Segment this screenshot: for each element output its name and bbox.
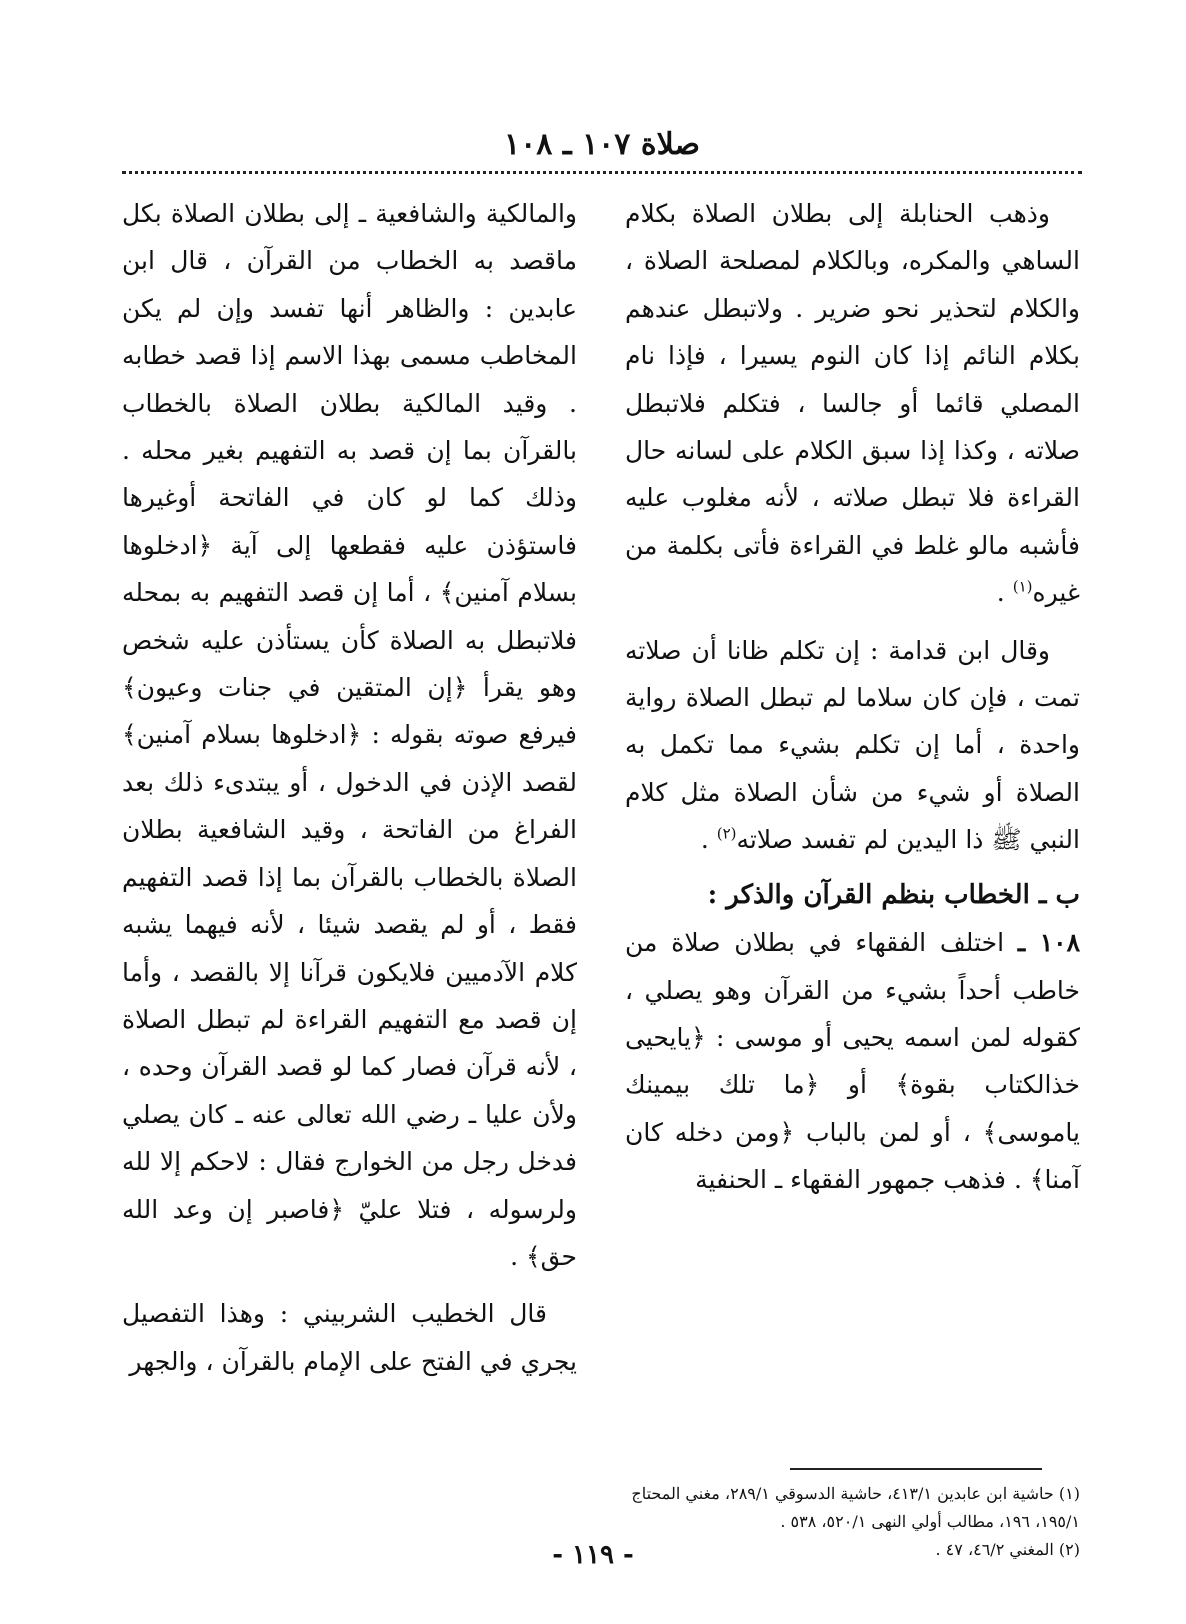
paragraph-text: اختلف الفقهاء في بطلان صلاة من خاطب أحداً بشيء من القرآن وهو يصلي ، كقوله لمن اسمه يحيى أو موسى : ﴿يايحيى خذالكتاب بقوة﴾ أو ﴿ما تلك بيمينك ياموسى﴾ ، أو لمن بالباب ﴿ومن دخله كان آمنا﴾ . فذهب جمهور الفقهاء ـ الحنفية bbox=[625, 928, 1080, 1195]
running-header bbox=[122, 112, 1082, 174]
paragraph-text: وقال ابن قدامة : إن تكلم ظانا أن صلاته تمت ، فإن كان سلاما لم تبطل الصلاة رواية واحدة ، أما إن تكلم بشيء مما تكمل به الصلاة أو شيء من شأن الصلاة مثل كلام النبي ﷺ ذا اليدين لم تفسد صلاته bbox=[625, 635, 1080, 855]
footnote-divider bbox=[790, 1468, 1042, 1470]
paragraph bbox=[625, 627, 1080, 864]
footnote-reference: (٢) bbox=[716, 824, 737, 843]
running-title: صلاة ١٠٧ ـ ١٠٨ bbox=[504, 127, 700, 162]
section-heading: ب ـ الخطاب بنظم القرآن والذكر : bbox=[707, 879, 1080, 910]
right-column bbox=[625, 190, 1080, 1204]
left-column bbox=[122, 190, 577, 1385]
footnote: (٢) المغني ٤٦/٢، ٤٧ . bbox=[935, 1540, 1080, 1559]
header-dotted-rule bbox=[122, 171, 1082, 174]
paragraph: والمالكية والشافعية ـ إلى بطلان الصلاة بكل ماقصد به الخطاب من القرآن ، قال ابن عابدين : والظاهر أنها تفسد وإن لم يكن المخاطب مسمى بهذا الاسم إذا قصد خطابه . وقيد المالكية بطلان الصلاة بالخطاب بالقرآن بما إن قصد به التفهيم بغير محله . وذلك كما لو كان في الفاتحة أوغيرها فاستؤذن عليه فقطعها إلى آية ﴿ادخلوها بسلام آمنين﴾ ، أما إن قصد التفهيم به بمحله فلاتبطل به الصلاة كأن يستأذن عليه شخص وهو يقرأ ﴿إن المتقين في جنات وعيون﴾ فيرفع صوته بقوله : ﴿ادخلوها بسلام آمنين﴾ لقصد الإذن في الدخول ، أو يبتدىء ذلك بعد الفراغ من الفاتحة ، وقيد الشافعية بطلان الصلاة بالخطاب بالقرآن بما إذا قصد التفهيم فقط ، أو لم يقصد شيئا ، لأنه فيهما يشبه كلام الآدميين فلايكون قرآنا إلا بالقصد ، وأما إن قصد مع التفهيم القراءة لم تبطل الصلاة ، لأنه قرآن فصار كما لو قصد القرآن وحده ، ولأن عليا ـ رضي الله تعالى عنه ـ كان يصلي فدخل رجل من الخوارج فقال : لاحكم إلا لله ولرسوله ، فتلا عليّ ﴿فاصبر إن وعد الله حق﴾ . bbox=[122, 199, 577, 1271]
footnote-reference: (١) bbox=[1012, 577, 1033, 596]
paragraph-end: . bbox=[700, 825, 717, 855]
page-number: - ١١٩ - bbox=[552, 1540, 634, 1570]
paragraph: قال الخطيب الشربيني : وهذا التفصيل يجري في الفتح على الإمام بالقرآن ، والجهر bbox=[122, 1299, 577, 1376]
footnote: (١) حاشية ابن عابدين ٤١٣/١، حاشية الدسوقي ٢٨٩/١، مغني المحتاج ١٩٥/١، ١٩٦، مطالب أولي النهى ٥٢٠/١، ٥٣٨ . bbox=[631, 1484, 1080, 1531]
paragraph-number: ١٠٨ ـ bbox=[1017, 928, 1081, 958]
paragraph-end: . bbox=[996, 578, 1013, 608]
paragraph-text: وذهب الحنابلة إلى بطلان الصلاة بكلام الساهي والمكره، وبالكلام لمصلحة الصلاة ، والكلام لتحذير نحو ضرير . ولاتبطل عندهم بكلام النائم إذا كان النوم يسيرا ، فإذا نام المصلي قائما أو جالسا ، فتكلم فلاتبطل صلاته ، وكذا إذا سبق الكلام على لسانه حال القراءة فلا تبطل صلاته ، لأنه مغلوب عليه فأشبه مالو غلط في القراءة فأتى بكلمة من غيره bbox=[625, 199, 1080, 608]
paragraph bbox=[625, 919, 1080, 1203]
paragraph bbox=[625, 190, 1080, 617]
